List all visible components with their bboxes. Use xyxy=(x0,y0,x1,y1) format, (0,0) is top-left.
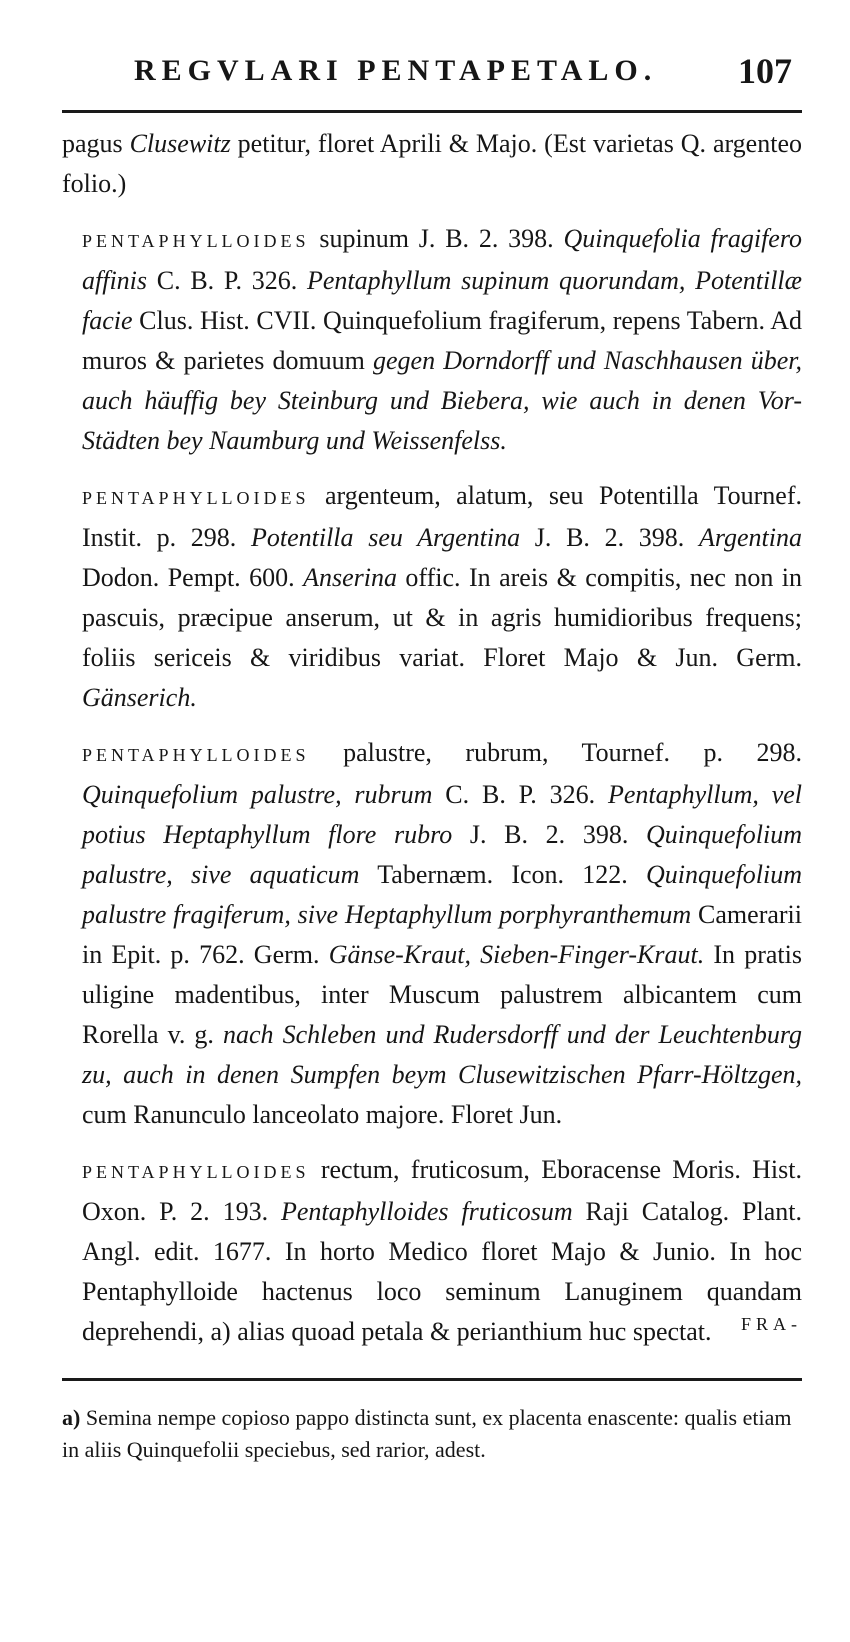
paragraph-pentaphylloides-rectum xyxy=(62,1150,802,1352)
entry-heading: PENTAPHYLLOIDES xyxy=(82,231,310,251)
italic-text: Quinquefolia fragifero affinis xyxy=(82,224,802,295)
page-header xyxy=(62,44,802,104)
roman-text: cum Ranunculo lanceolato majore. Floret Jun. xyxy=(82,1100,563,1129)
roman-text: In pratis uligine madentibus, inter Muscum palustrem albicantem cum Rorella v. g. xyxy=(82,940,802,1049)
paragraph-0 xyxy=(62,124,802,204)
catchword: FRA- xyxy=(740,1314,802,1334)
header-rule xyxy=(62,110,802,113)
roman-text: Tabernæm. Icon. 122. xyxy=(359,860,646,889)
footnote-rule xyxy=(62,1378,802,1381)
footnote xyxy=(62,1402,802,1466)
italic-text: Pentaphyllum, vel potius Heptaphyllum flore rubro xyxy=(82,780,802,849)
italic-text: Pentaphyllum supinum quorundam, Potentillæ facie xyxy=(82,266,802,335)
page-number: 107 xyxy=(738,51,792,91)
paragraph-pentaphylloides-argenteum xyxy=(62,476,802,718)
paragraph-pentaphylloides-palustre xyxy=(62,733,802,1135)
entry-heading: PENTAPHYLLOIDES xyxy=(82,488,310,508)
roman-text: pagus xyxy=(62,129,130,158)
roman-text: Dodon. Pempt. 600. xyxy=(82,563,304,592)
roman-text: J. B. 2. 398. xyxy=(520,523,699,552)
italic-text: Argentina xyxy=(698,523,802,552)
running-title: REGVLARI PENTAPETALO. xyxy=(134,54,658,87)
roman-text: C. B. P. 326. xyxy=(147,266,307,295)
roman-text: offic. In areis & compitis, nec non in pascuis, præcipue anserum, ut & in agris humidioribus frequens; foliis sericeis & viridibus variat. Floret Majo & Jun. Germ. xyxy=(82,563,802,672)
roman-text: palustre, rubrum, Tournef. p. 298. xyxy=(309,738,802,767)
roman-text: petitur, floret Aprili & Majo. (Est varietas Q. argenteo folio.) xyxy=(62,129,802,198)
roman-text: J. B. 2. 398. xyxy=(452,820,646,849)
footnote-text: Semina nempe copioso pappo distincta sunt, ex placenta enascente: qualis etiam in aliis Quinquefolii speciebus, sed rarior, adest. xyxy=(62,1405,792,1462)
footnote-mark: a) xyxy=(62,1405,81,1430)
italic-text: Anserina xyxy=(303,563,397,592)
body-text xyxy=(62,124,802,1367)
entry-heading: PENTAPHYLLOIDES xyxy=(82,745,310,765)
italic-text: Pentaphylloides fruticosum xyxy=(280,1197,573,1226)
italic-text: Clusewitz xyxy=(129,129,231,158)
roman-text: argenteum, alatum, seu Potentilla Tournef. Instit. p. 298. xyxy=(82,481,802,552)
italic-text: Potentilla seu Argentina xyxy=(250,523,521,552)
italic-text: Gänserich. xyxy=(82,683,197,712)
roman-text: C. B. P. 326. xyxy=(432,780,608,809)
italic-text: Gänse-Kraut, Sieben-Finger-Kraut. xyxy=(328,940,705,969)
roman-text: Camerarii in Epit. p. 762. Germ. xyxy=(82,900,802,969)
roman-text: rectum, fruticosum, Eboracense Moris. Hist. Oxon. P. 2. 193. xyxy=(82,1155,802,1226)
roman-text: Clus. Hist. CVII. Quinquefolium fragiferum, repens Tabern. Ad muros & parietes domuum xyxy=(82,306,802,375)
entry-heading: PENTAPHYLLOIDES xyxy=(82,1162,310,1182)
italic-text: Quinquefolium palustre, sive aquaticum xyxy=(82,820,802,889)
italic-text: nach Schleben und Rudersdorff und der Leuchtenburg zu, auch in denen Sumpfen beym Clusewitzischen Pfarr-Höltzgen, xyxy=(82,1020,802,1089)
roman-text: Raji Catalog. Plant. Angl. edit. 1677. In horto Medico floret Majo & Junio. In hoc Pentaphylloide hactenus loco seminum Lanuginem quandam deprehendi, a) alias quoad petala & perianthium huc spectat. xyxy=(82,1197,802,1346)
paragraph-pentaphylloides-supinum xyxy=(62,219,802,461)
italic-text: gegen Dorndorff und Naschhausen über, auch häuffig bey Steinburg und Biebera, wie auch in denen Vor-Städten bey Naumburg und Weissenfelss. xyxy=(82,346,802,455)
italic-text: Quinquefolium palustre, rubrum xyxy=(82,780,433,809)
roman-text: supinum J. B. 2. 398. xyxy=(309,224,564,253)
italic-text: Quinquefolium palustre fragiferum, sive Heptaphyllum porphyranthemum xyxy=(82,860,802,929)
